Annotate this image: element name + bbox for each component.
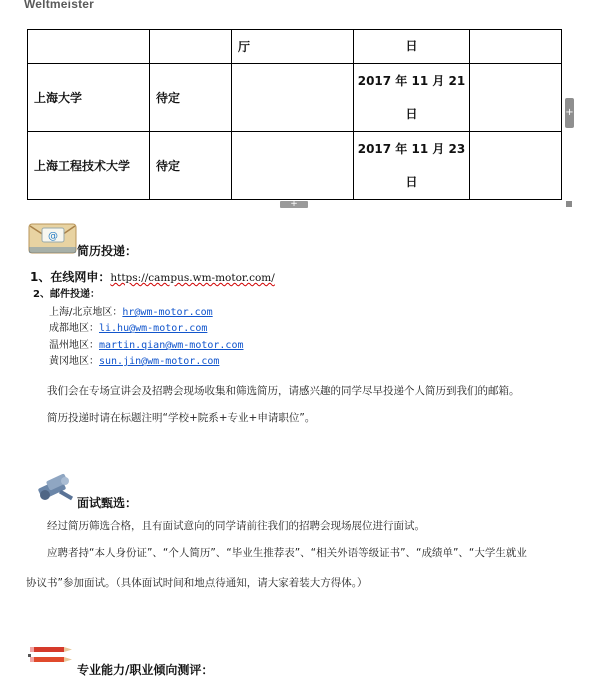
- contact-row: [49, 352, 219, 367]
- note-cell: [470, 64, 562, 132]
- contact-row: [49, 319, 207, 334]
- date-line: 日: [405, 39, 418, 53]
- note-cell: [470, 30, 562, 64]
- status-cell: 待定: [150, 132, 232, 200]
- interview-paragraph: 经过简历筛选合格，且有面试意向的同学请前往我们的招聘会现场展位进行面试。: [47, 520, 425, 532]
- date-line: 2017 年 11 月 23: [357, 141, 466, 156]
- date-cell: [354, 30, 470, 64]
- mail-apply-label: 2、邮件投递：: [33, 289, 100, 300]
- venue-cell: [232, 64, 354, 132]
- insert-row-button[interactable]: +: [280, 201, 308, 208]
- contact-email-link[interactable]: hr@wm-motor.com: [122, 307, 213, 318]
- school-cell: [28, 30, 150, 64]
- table-row: [28, 30, 562, 64]
- date-cell: [354, 132, 470, 200]
- contact-row: [49, 303, 213, 318]
- contact-email-link[interactable]: martin.qian@wm-motor.com: [99, 340, 244, 351]
- interview-paragraph: 应聘者持“本人身份证”、“个人简历”、“毕业生推荐表”、“相关外语等级证书”、“成绩单”、“大学生就业: [47, 547, 527, 559]
- venue-cell: 厅: [232, 30, 354, 64]
- contact-email-link[interactable]: sun.jin@wm-motor.com: [99, 356, 220, 367]
- contact-region: 成都地区：: [49, 323, 99, 334]
- svg-text:@: @: [48, 231, 58, 242]
- envelope-icon: [28, 223, 78, 255]
- table-resize-handle[interactable]: [566, 201, 572, 207]
- pencils-icon: [28, 638, 76, 672]
- contact-email-link[interactable]: li.hu@wm-motor.com: [99, 323, 208, 334]
- insert-column-button[interactable]: +: [565, 98, 574, 128]
- venue-cell: [232, 132, 354, 200]
- contact-region: 上海/北京地区：: [49, 307, 123, 318]
- date-cell: [354, 64, 470, 132]
- resume-paragraph: 我们会在专场宣讲会及招聘会现场收集和筛选简历，请感兴趣的同学尽早投递个人简历到我们的邮箱。: [47, 385, 520, 397]
- online-apply-label: [30, 268, 275, 285]
- online-apply-label-text: 1、在线网申：: [30, 270, 111, 284]
- brand-logo: Weltmeister: [24, 0, 95, 11]
- schedule-table: [27, 29, 562, 200]
- contact-region: 温州地区：: [49, 340, 99, 351]
- contact-region: 黄冈地区：: [49, 356, 99, 367]
- section-heading-assessment: 专业能力/职业倾向测评：: [77, 663, 214, 677]
- online-apply-link[interactable]: https://campus.wm-motor.com/: [110, 272, 275, 284]
- resume-paragraph: 简历投递时请在标题注明“学校+院系+专业+申请职位”。: [47, 412, 316, 424]
- section-heading-resume: 简历投递：: [77, 244, 138, 258]
- note-cell: [470, 132, 562, 200]
- table-row: [28, 132, 562, 200]
- date-line: 日: [405, 106, 418, 121]
- tools-icon: [33, 473, 77, 505]
- table-row: [28, 64, 562, 132]
- interview-paragraph: 协议书”参加面试。（具体面试时间和地点待通知，请大家着装大方得体。）: [26, 577, 368, 589]
- status-cell: 待定: [150, 64, 232, 132]
- section-heading-interview: 面试甄选：: [77, 496, 138, 510]
- date-line: 日: [405, 174, 418, 189]
- date-line: 2017 年 11 月 21: [357, 73, 466, 88]
- contact-row: [49, 336, 244, 351]
- school-cell: 上海大学: [28, 64, 150, 132]
- school-cell: 上海工程技术大学: [28, 132, 150, 200]
- status-cell: [150, 30, 232, 64]
